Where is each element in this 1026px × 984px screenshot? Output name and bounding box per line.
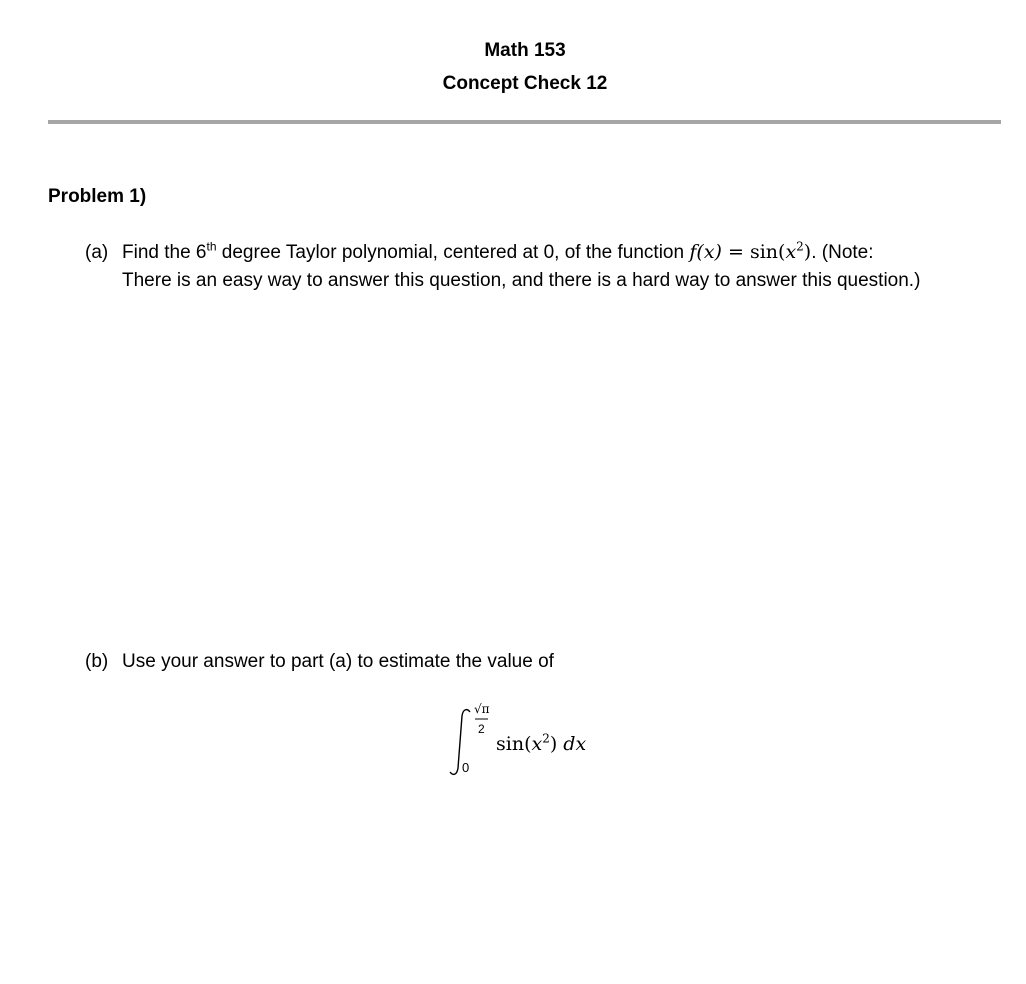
differential: dx [563,733,587,755]
equals-sign: = [721,241,750,263]
sin-variable: x [785,241,797,263]
upper-limit-numerator: √π [474,702,490,716]
problem-heading: Problem 1) [48,186,147,207]
integrand-suffix: ) [549,733,564,755]
integrand-prefix: sin( [496,733,532,755]
part-b-text: Use your answer to part (a) to estimate the value of [122,651,554,672]
part-a-line-1 [122,239,874,266]
ordinal-suffix: th [206,239,217,254]
integrand-exponent: 2 [542,731,550,746]
lower-limit: 0 [462,760,470,775]
integrand [496,733,586,755]
part-a-text: Find the 6 [122,242,207,263]
header-divider [48,120,1001,124]
definite-integral [448,698,648,788]
course-title: Math 153 [484,40,566,61]
part-a-line-2: There is an easy way to answer this question, and there is a hard way to answer this question.) [122,270,921,291]
function-definition [689,241,811,263]
part-a-text-cont: degree Taylor polynomial, centered at 0, of the function [216,242,690,263]
part-b-label: (b) [85,651,109,672]
upper-limit-denominator: 2 [478,722,485,736]
sin-prefix: sin( [749,241,786,263]
function-name: f [689,241,697,263]
note-start: . (Note: [811,242,874,263]
function-argument: (x) [696,241,722,263]
part-a-label: (a) [85,242,109,263]
sin-exponent: 2 [796,239,804,254]
integrand-variable: x [531,733,543,755]
sin-suffix: ) [803,241,812,263]
page-title: Concept Check 12 [442,73,608,94]
